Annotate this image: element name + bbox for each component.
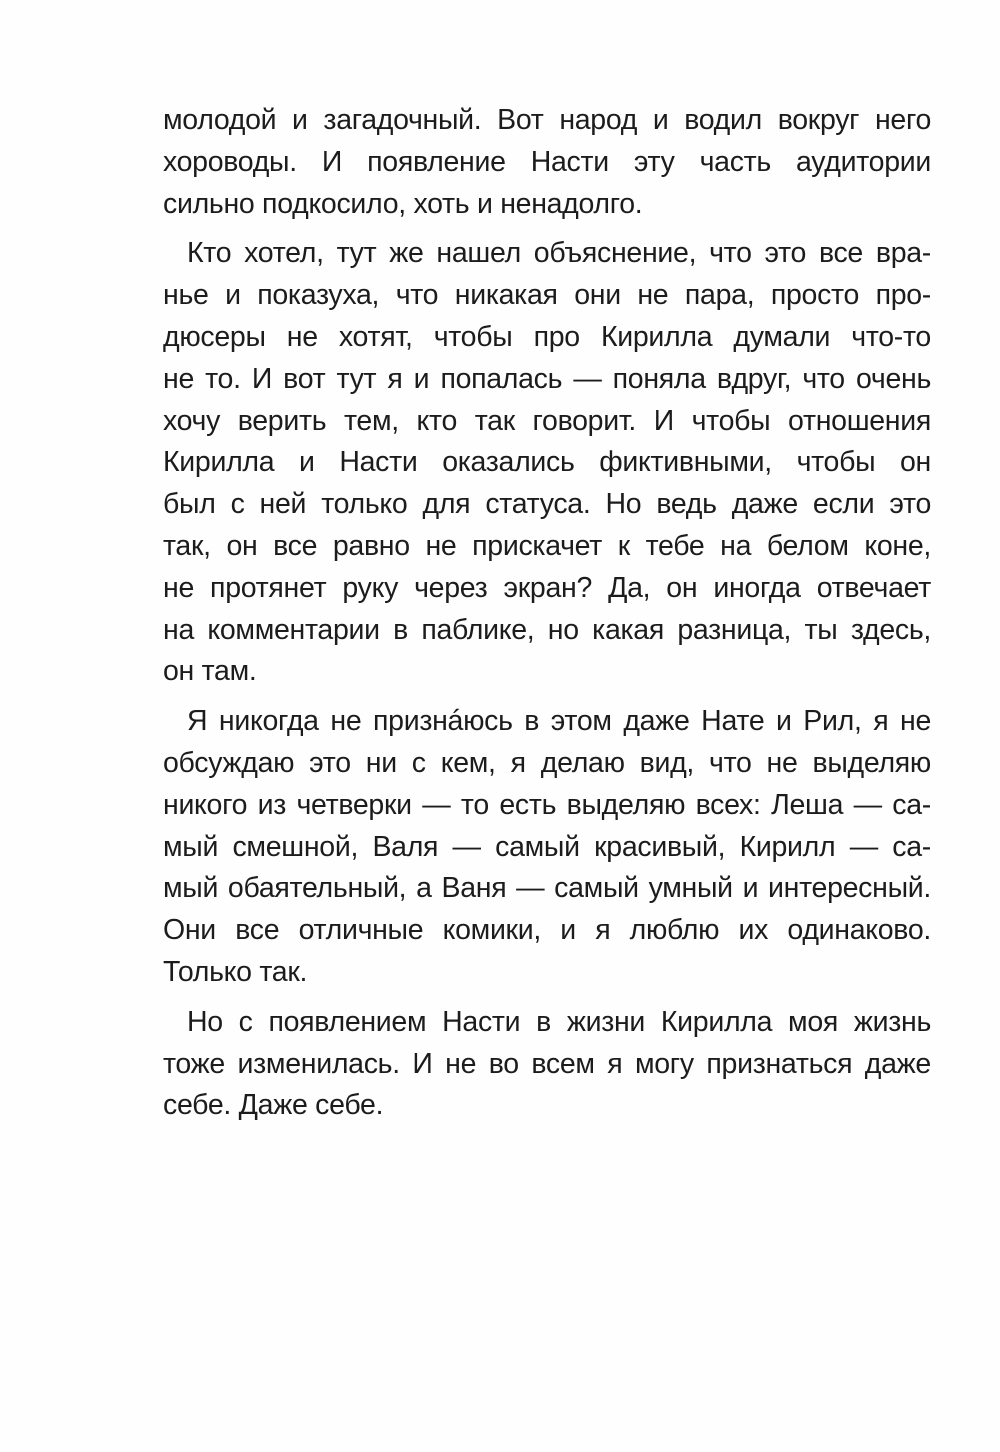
body-text [163, 100, 931, 1135]
paragraph [163, 100, 931, 225]
text-line: не то. И вот тут я и попалась — поняла вдруг, что очень [163, 362, 931, 395]
paragraph [163, 701, 931, 994]
text-line: дюсеры не хотят, чтобы про Кирилла думали что-то [163, 320, 931, 353]
text-line: себе. Даже себе. [163, 1089, 384, 1122]
text-line: на комментарии в паблике, но какая разница, ты здесь, [163, 613, 931, 646]
paragraph [163, 1002, 931, 1127]
text-line: не протянет руку через экран? Да, он иногда отвечает [163, 571, 931, 604]
text-line: молодой и загадочный. Вот народ и водил вокруг него [163, 104, 931, 136]
text-line: Я никогда не признáюсь в этом даже Нате и Рил, я не [187, 705, 931, 738]
text-line: так, он все равно не прискачет к тебе на белом коне, [163, 529, 931, 562]
text-line: мый смешной, Валя — самый красивый, Кирилл — са- [163, 830, 931, 863]
text-line: Но с появлением Насти в жизни Кирилла моя жизнь [187, 1005, 931, 1038]
text-line: мый обаятельный, а Ваня — самый умный и интересный. [163, 872, 931, 905]
paragraph [163, 233, 931, 693]
text-line: Кто хотел, тут же нашел объяснение, что это все вра- [187, 237, 931, 270]
text-line: хороводы. И появление Насти эту часть аудитории [163, 145, 931, 178]
text-line: Только так. [163, 955, 308, 988]
text-line: был с ней только для статуса. Но ведь даже если это [163, 488, 931, 521]
text-line: он там. [163, 655, 257, 688]
text-line: тоже изменилась. И не во всем я могу признаться даже [163, 1047, 931, 1080]
text-line: сильно подкосило, хоть и ненадолго. [163, 187, 643, 220]
text-line: Кирилла и Насти оказались фиктивными, чтобы он [163, 446, 931, 479]
text-line: нье и показуха, что никакая они не пара, просто про- [163, 279, 931, 312]
text-line: никого из четверки — то есть выделяю всех: Леша — са- [163, 788, 931, 821]
text-line: обсуждаю это ни с кем, я делаю вид, что не выделяю [163, 746, 931, 779]
text-line: Они все отличные комики, и я люблю их одинаково. [163, 914, 931, 947]
text-line: хочу верить тем, кто так говорит. И чтобы отношения [163, 404, 931, 437]
